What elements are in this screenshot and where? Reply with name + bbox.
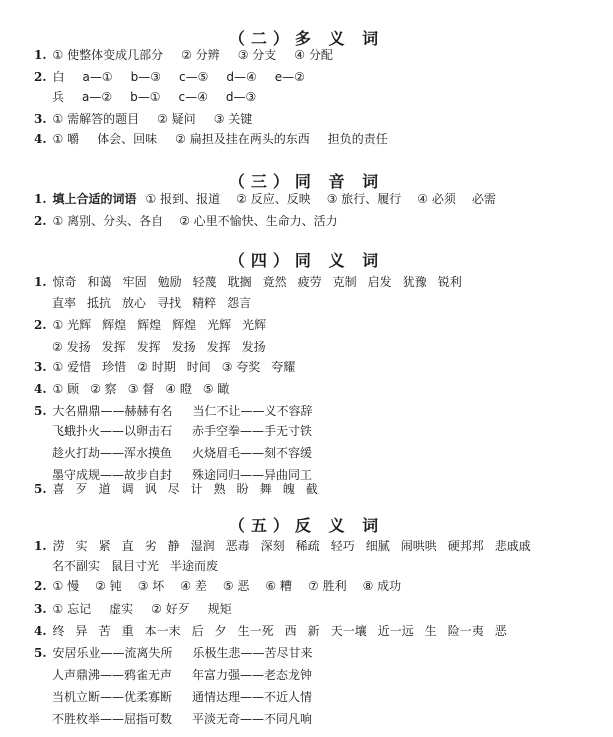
answer-item: 通情达理——不近人情	[192, 690, 313, 704]
section-title: （五）反 义 词	[228, 516, 385, 535]
question-number: 1.	[34, 48, 47, 62]
answer-item: 乐极生悲——苦尽甘来	[192, 646, 313, 660]
answer-item: 墨守成规——故步自封	[52, 468, 173, 482]
answer-item: ① 报到、报道	[145, 192, 221, 206]
answer-line	[34, 402, 333, 420]
answer-item: 本一末	[144, 624, 181, 638]
answer-item: 勉励	[157, 275, 182, 289]
answer-item: 苦	[98, 624, 111, 638]
answer-item: 白	[52, 70, 65, 84]
answer-item: ① 慢	[52, 579, 80, 593]
answer-line	[52, 294, 262, 312]
answer-item: ④ 瞪	[165, 382, 192, 396]
answer-item: ③ 坏	[137, 579, 165, 593]
answer-item: 盼	[236, 482, 249, 496]
answer-item: ④ 必须	[417, 192, 456, 206]
answer-item: ② 钝	[95, 579, 122, 593]
answer-item: b—①	[130, 90, 161, 104]
answer-item: 辉煌	[102, 318, 127, 332]
answer-item: 闹哄哄	[400, 539, 437, 553]
answer-item: 光辉	[207, 318, 232, 332]
answer-item: 喜	[52, 482, 65, 496]
answer-line	[34, 190, 512, 208]
answer-item: 精粹	[192, 296, 217, 310]
answer-item: ⑦ 胜利	[308, 579, 347, 593]
answer-item: 截	[305, 482, 318, 496]
answer-item: 道	[98, 482, 111, 496]
answer-item: 生	[424, 624, 437, 638]
question-number: 2.	[34, 579, 47, 593]
answer-item: 耽搁	[227, 275, 252, 289]
question-number: 4.	[34, 624, 47, 638]
answer-item: 静	[167, 539, 180, 553]
answer-line	[34, 110, 270, 128]
question-number: 5.	[34, 404, 47, 418]
answer-item: 虚实	[109, 602, 134, 616]
question-number: 5.	[34, 646, 47, 660]
answer-item: ③ 关键	[213, 112, 253, 126]
answer-item: ② 好歹	[151, 602, 190, 616]
question-lead: 填上合适的词语	[52, 192, 137, 206]
answer-item: 名不副实	[52, 559, 101, 573]
answer-item: 发挥	[101, 340, 126, 354]
answer-item: 计	[190, 482, 203, 496]
answer-item: 当机立断——优柔寡断	[52, 690, 173, 704]
answer-item: 生一死	[237, 624, 274, 638]
question-number: 2.	[34, 70, 47, 84]
answer-item: ① 使整体变成几部分	[52, 48, 164, 62]
question-number: 3.	[34, 602, 47, 616]
answer-item: 不胜枚举——屈指可数	[52, 712, 173, 726]
answer-line	[34, 537, 542, 555]
answer-item: 体会、回味	[97, 132, 158, 146]
question-number: 4.	[34, 382, 47, 396]
answer-item: 恶毒	[225, 539, 250, 553]
answer-item: 抵抗	[87, 296, 112, 310]
answer-item: 安居乐业——流离失所	[52, 646, 173, 660]
answer-item: 和蔼	[87, 275, 112, 289]
answer-line	[34, 644, 333, 662]
answer-line	[34, 212, 354, 230]
answer-item: e—②	[274, 70, 305, 84]
answer-item: 西	[284, 624, 297, 638]
answer-item: 硬邦邦	[447, 539, 484, 553]
answer-item: 辉煌	[137, 318, 162, 332]
answer-item: ① 光辉	[52, 318, 92, 332]
question-number: 4.	[34, 132, 47, 146]
question-number: 5.	[34, 482, 47, 496]
question-number: 1.	[34, 192, 47, 206]
answer-item: 飞蛾扑火——以卵击石	[52, 424, 173, 438]
answer-line	[52, 338, 277, 356]
answer-item: 趁火打劫——浑水摸鱼	[52, 446, 173, 460]
answer-item: 竟然	[262, 275, 287, 289]
answer-item: ③ 分支	[237, 48, 277, 62]
answer-item: ② 心里不愉快、生命力、活力	[179, 214, 338, 228]
answer-item: ④ 差	[180, 579, 207, 593]
answer-item: 终	[52, 624, 65, 638]
section-title: （二）多 义 词	[228, 29, 385, 48]
answer-item: 直	[121, 539, 134, 553]
answer-item: 鼠目寸光	[111, 559, 160, 573]
answer-item: 舞	[259, 482, 272, 496]
answer-item: 熟	[213, 482, 226, 496]
answer-item: 规矩	[207, 602, 232, 616]
answer-line	[34, 130, 406, 148]
answer-item: ② 扁担及挂在两头的东西	[175, 132, 310, 146]
answer-item: 兵	[52, 90, 65, 104]
answer-item: b—③	[130, 70, 162, 84]
section-title: （三）同 音 词	[228, 172, 385, 191]
answer-line	[52, 444, 332, 462]
answer-line	[34, 380, 240, 398]
answer-line	[34, 316, 277, 334]
answer-item: d—③	[225, 90, 257, 104]
answer-item: 直率	[52, 296, 77, 310]
question-number: 2.	[34, 214, 47, 228]
answer-line	[34, 273, 473, 291]
answer-item: ① 忘记	[52, 602, 92, 616]
answer-item: ② 察	[90, 382, 117, 396]
answer-item: ① 爱惜	[52, 360, 92, 374]
answer-item: 克制	[332, 275, 357, 289]
answer-item: ① 需解答的题目	[52, 112, 140, 126]
answer-item: 天一壤	[330, 624, 367, 638]
answer-item: ④ 分配	[294, 48, 333, 62]
answer-item: 担负的责任	[327, 132, 388, 146]
answer-item: 锐利	[437, 275, 462, 289]
answer-line	[52, 88, 274, 106]
answer-line	[34, 68, 323, 86]
answer-item: ③ 夸奖	[221, 360, 261, 374]
answer-item: 稀疏	[295, 539, 320, 553]
answer-item: 涝	[52, 539, 65, 553]
answer-item: 当仁不让——义不容辞	[192, 404, 313, 418]
answer-item: ① 嚼	[52, 132, 80, 146]
answer-item: 尽	[167, 482, 180, 496]
answer-item: 惊奇	[52, 275, 77, 289]
answer-item: 珍惜	[102, 360, 127, 374]
answer-item: 发挥	[206, 340, 231, 354]
answer-line	[52, 666, 332, 684]
answer-line	[52, 422, 332, 440]
answer-item: ② 时期	[137, 360, 176, 374]
answer-item: 发挥	[136, 340, 161, 354]
answer-line	[34, 600, 250, 618]
answer-item: 恶	[494, 624, 507, 638]
answer-item: a—①	[82, 70, 113, 84]
answer-item: 犹豫	[402, 275, 427, 289]
answer-item: 异	[75, 624, 88, 638]
answer-item: 殊途同归——异曲同工	[192, 468, 313, 482]
answer-item: 近一远	[377, 624, 414, 638]
answer-item: ① 顾	[52, 382, 80, 396]
answer-item: 险一夷	[447, 624, 484, 638]
answer-item: ② 疑问	[157, 112, 196, 126]
answer-item: 悲戚戚	[494, 539, 531, 553]
answer-item: 辉煌	[172, 318, 197, 332]
answer-item: 发扬	[241, 340, 266, 354]
answer-item: c—⑤	[179, 70, 209, 84]
answer-item: ③ 旅行、履行	[326, 192, 402, 206]
answer-item: c—④	[178, 90, 208, 104]
answer-item: 重	[121, 624, 134, 638]
section-title: （四）同 义 词	[228, 251, 385, 270]
answer-item: 怨言	[227, 296, 252, 310]
question-number: 1.	[34, 275, 47, 289]
answer-item: 牢固	[122, 275, 147, 289]
answer-item: 启发	[367, 275, 392, 289]
answer-item: ⑤ 恶	[222, 579, 250, 593]
question-number: 3.	[34, 360, 47, 374]
answer-item: 夕	[214, 624, 227, 638]
answer-item: 半途而废	[170, 559, 219, 573]
question-number: 1.	[34, 539, 47, 553]
answer-line	[52, 688, 332, 706]
answer-item: 寻找	[157, 296, 182, 310]
answer-item: 新	[307, 624, 320, 638]
answer-item: 细腻	[365, 539, 390, 553]
answer-item: 轻蔑	[192, 275, 217, 289]
answer-item: ① 离别、分头、各自	[52, 214, 164, 228]
answer-item: ③ 督	[127, 382, 155, 396]
answer-item: 火烧眉毛——刻不容缓	[192, 446, 313, 460]
answer-item: 深刻	[260, 539, 285, 553]
answer-item: 时间	[186, 360, 211, 374]
answer-item: 放心	[122, 296, 147, 310]
answer-item: ⑤ 瞰	[202, 382, 230, 396]
answer-item: 轻巧	[330, 539, 355, 553]
answer-item: 魄	[282, 482, 295, 496]
answer-item: 疲劳	[297, 275, 322, 289]
answer-line	[34, 622, 518, 640]
question-number: 3.	[34, 112, 47, 126]
answer-line	[34, 46, 351, 64]
answer-item: 发扬	[171, 340, 196, 354]
answer-line	[34, 358, 306, 376]
answer-item: ⑥ 糟	[265, 579, 292, 593]
question-number: 2.	[34, 318, 47, 332]
answer-line	[52, 710, 332, 728]
answer-item: 歹	[75, 482, 88, 496]
answer-line	[34, 577, 417, 595]
answer-item: 必需	[471, 192, 496, 206]
answer-item: ② 发扬	[52, 340, 91, 354]
answer-item: 实	[75, 539, 88, 553]
answer-item: 紧	[98, 539, 111, 553]
answer-item: 讽	[144, 482, 157, 496]
answer-item: 后	[191, 624, 204, 638]
answer-item: ② 反应、反映	[236, 192, 311, 206]
answer-item: 光辉	[242, 318, 267, 332]
answer-item: 湿润	[190, 539, 215, 553]
answer-item: d—④	[226, 70, 257, 84]
answer-item: 平淡无奇——不同凡响	[192, 712, 313, 726]
answer-item: 大名鼎鼎——赫赫有名	[52, 404, 173, 418]
answer-item: 劣	[144, 539, 157, 553]
answer-item: 年富力强——老态龙钟	[192, 668, 313, 682]
answer-item: 人声鼎沸——鸦雀无声	[52, 668, 173, 682]
answer-item: 赤手空拳——手无寸铁	[192, 424, 313, 438]
answer-item: ⑧ 成功	[362, 579, 402, 593]
answer-item: 调	[121, 482, 134, 496]
answer-line	[52, 557, 229, 575]
answer-item: 夸耀	[271, 360, 296, 374]
answer-item: a—②	[82, 90, 113, 104]
answer-line	[34, 480, 329, 498]
answer-item: ② 分辨	[181, 48, 220, 62]
